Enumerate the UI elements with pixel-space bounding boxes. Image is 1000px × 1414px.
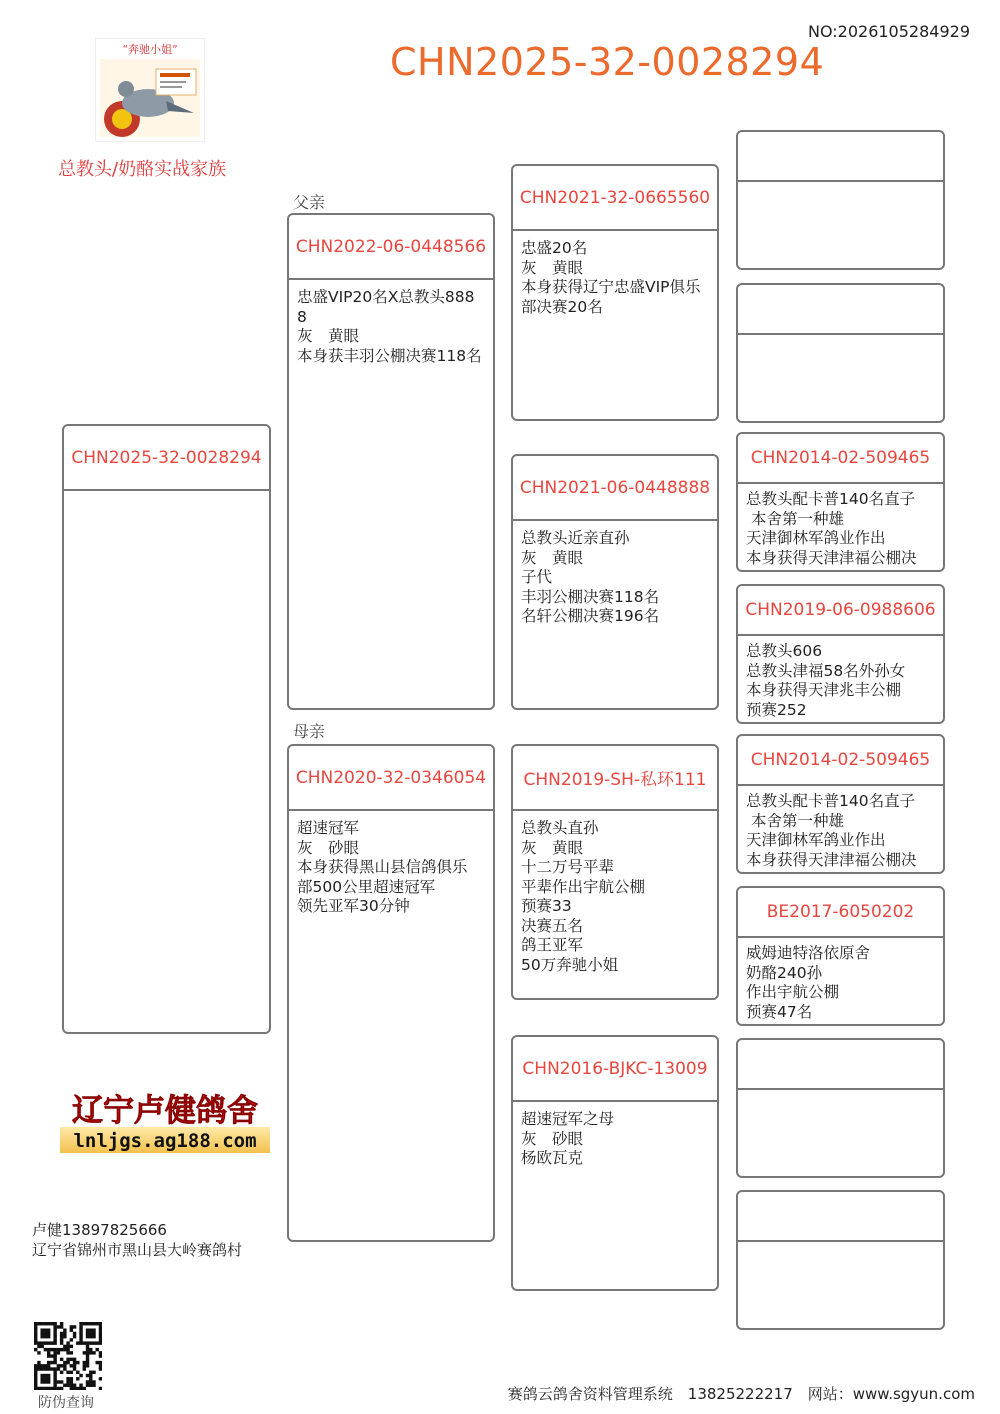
grandparent-card-2 (511, 454, 719, 710)
great-grandparent-ring: CHN2019-06-0988606 (738, 586, 943, 636)
page-title: CHN2025-32-0028294 (390, 40, 825, 84)
loft-banner (60, 1085, 270, 1155)
info-line: 总教头配卡普140名直子 (746, 490, 916, 508)
info-line: 超速冠军之母 (521, 1110, 615, 1128)
info-line: 作出宇航公棚 (746, 983, 840, 1001)
info-line: 天津御林军鸽业作出 (746, 831, 886, 849)
great-grandparent-info (738, 938, 943, 1022)
grandparent-info (513, 521, 717, 627)
great-grandparent-card-8 (736, 1190, 945, 1330)
info-line: 预赛33 (521, 897, 572, 915)
info-line: 总教头配卡普140名直子 (746, 792, 916, 810)
sire-card (287, 213, 495, 710)
info-line: 丰羽公棚决赛118名 (521, 587, 660, 606)
info-line: 本身获得天津津福公棚决 (746, 850, 917, 869)
banner-url: lnljgs.ag188.com (73, 1130, 257, 1152)
info-line: 天津御林军鸽业作出 (746, 529, 886, 547)
info-line: 本身获得黑山县信鸽俱乐 (297, 858, 468, 876)
great-grandparent-ring: BE2017-6050202 (738, 888, 943, 938)
great-grandparent-info (738, 786, 943, 870)
great-grandparent-ring: CHN2014-02-509465 (738, 434, 943, 484)
sire-info (289, 280, 493, 366)
info-line: 子代 (521, 568, 553, 586)
info-line: 灰 砂眼 (521, 1129, 584, 1148)
grandparent-ring: CHN2021-32-0665560 (513, 166, 717, 231)
great-grandparent-ring (738, 1040, 943, 1090)
info-line: 总教头津福58名外孙女 (746, 661, 906, 680)
great-grandparent-ring: CHN2014-02-509465 (738, 736, 943, 786)
great-grandparent-card-5 (736, 734, 945, 874)
grandparent-card-3 (511, 744, 719, 1000)
info-line: 领先亚军30分钟 (297, 897, 410, 915)
info-line: 忠盛20名 (521, 239, 588, 257)
info-line: 灰 黄眼 (521, 548, 584, 567)
dam-ring: CHN2020-32-0346054 (289, 746, 493, 811)
subject-card (62, 424, 271, 1034)
great-grandparent-card-2 (736, 283, 945, 423)
pigeon-logo (95, 38, 205, 142)
great-grandparent-card-3 (736, 432, 945, 572)
info-line: 名轩公棚决赛196名 (521, 607, 660, 625)
great-grandparent-card-1 (736, 130, 945, 270)
info-line: 部决赛20名 (521, 297, 603, 316)
grandparent-ring: CHN2021-06-0448888 (513, 456, 717, 521)
logo-text: “奔驰小姐” (122, 43, 178, 56)
info-line: 部500公里超速冠军 (297, 877, 436, 896)
info-line: 鸽王亚军 (521, 936, 584, 954)
contact-address: 辽宁省锦州市黑山县大岭赛鸽村 (32, 1241, 243, 1259)
info-line: 总教头近亲直孙 (521, 529, 630, 547)
info-line: 本舍第一种雄 (746, 509, 844, 528)
grandparent-info (513, 811, 717, 975)
great-grandparent-card-7 (736, 1038, 945, 1178)
info-line: 十二万号平辈 (521, 858, 615, 876)
info-line: 灰 黄眼 (521, 258, 584, 277)
info-line: 8 (297, 307, 307, 326)
grandparent-ring: CHN2016-BJKC-13009 (513, 1037, 717, 1102)
info-line: 50万奔驰小姐 (521, 955, 619, 974)
great-grandparent-ring (738, 285, 943, 335)
great-grandparent-card-6 (736, 886, 945, 1026)
qr-label: 防伪查询 (38, 1395, 94, 1411)
info-line: 超速冠军 (297, 819, 360, 837)
info-line: 奶酪240孙 (746, 963, 823, 982)
info-line: 本身获得辽宁忠盛VIP俱乐 (521, 278, 701, 296)
info-line: 本身获得天津津福公棚决 (746, 548, 917, 567)
info-line: 预赛252 (746, 700, 807, 719)
info-line: 总教头直孙 (521, 819, 599, 837)
grandparent-info (513, 1102, 717, 1169)
grandparent-card-4 (511, 1035, 719, 1291)
dam-card (287, 744, 495, 1242)
great-grandparent-ring (738, 132, 943, 182)
footer-info: 赛鸽云鸽舍资料管理系统 13825222217 网站：www.sgyun.com (507, 1385, 975, 1403)
sire-ring: CHN2022-06-0448566 (289, 215, 493, 280)
contact-phone: 卢健13897825666 (32, 1221, 167, 1239)
banner-title: 辽宁卢健鸽舍 (72, 1093, 258, 1129)
grandparent-info (513, 231, 717, 317)
great-grandparent-card-4 (736, 584, 945, 724)
family-subtitle: 总教头/奶酪实战家族 (58, 159, 227, 180)
grandparent-card-1 (511, 164, 719, 421)
info-line: 灰 黄眼 (521, 838, 584, 857)
info-line: 忠盛VIP20名X总教头888 (297, 288, 475, 306)
info-line: 杨欧瓦克 (521, 1149, 584, 1167)
contact-block (32, 1220, 242, 1260)
subject-ring: CHN2025-32-0028294 (64, 426, 269, 491)
info-line: 平辈作出宇航公棚 (521, 877, 646, 896)
document-number: NO:2026105284929 (807, 22, 970, 41)
great-grandparent-ring (738, 1192, 943, 1242)
father-label: 父亲 (293, 193, 326, 212)
info-line: 灰 砂眼 (297, 838, 360, 857)
dam-info (289, 811, 493, 917)
great-grandparent-info (738, 484, 943, 568)
info-line: 本身获得天津兆丰公棚 (746, 681, 902, 699)
great-grandparent-info (738, 636, 943, 720)
info-line: 本身获丰羽公棚决赛118名 (297, 346, 482, 365)
info-line: 总教头606 (746, 642, 823, 660)
info-line: 威姆迪特洛依原舍 (746, 944, 871, 962)
info-line: 决赛五名 (521, 916, 584, 935)
info-line: 灰 黄眼 (297, 327, 360, 345)
info-line: 本舍第一种雄 (746, 811, 844, 830)
mother-label: 母亲 (293, 722, 326, 741)
grandparent-ring: CHN2019-SH-私环111 (513, 746, 717, 811)
info-line: 预赛47名 (746, 1002, 813, 1021)
qr-code[interactable] (34, 1322, 102, 1390)
